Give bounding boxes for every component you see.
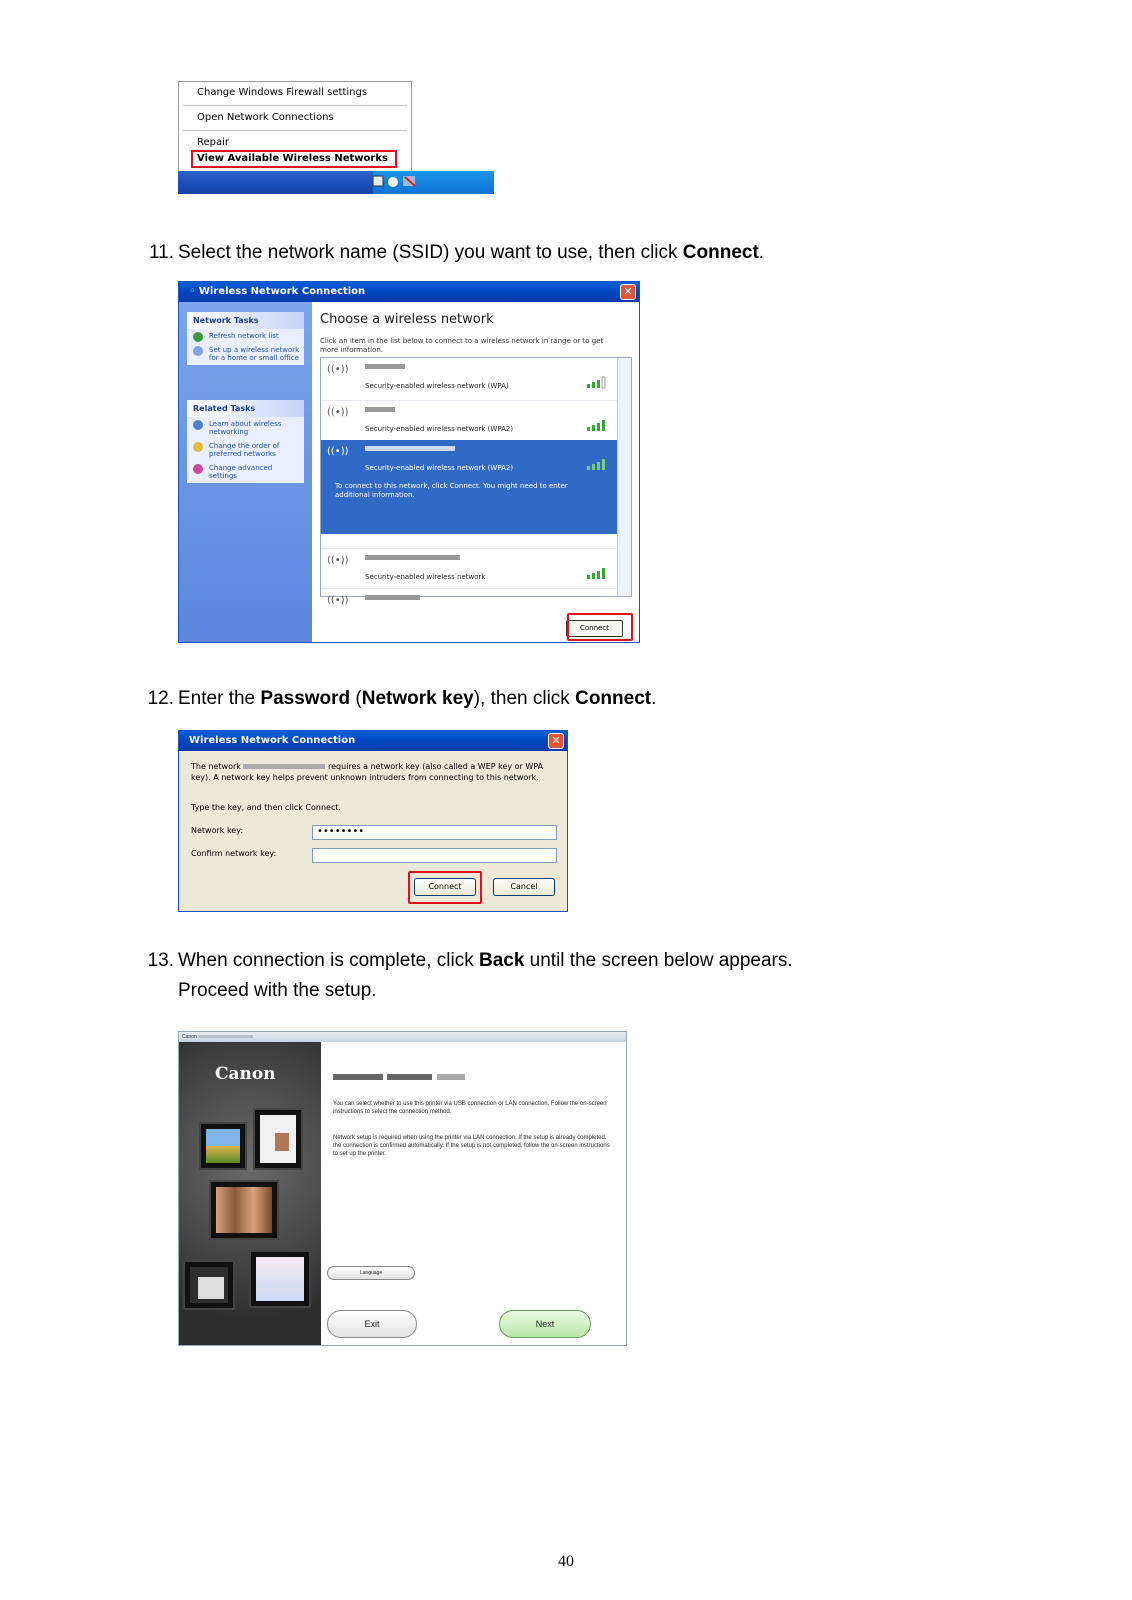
tray-context-menu-screenshot bbox=[178, 81, 494, 194]
wireless-antenna-icon: ((•)) bbox=[327, 364, 349, 375]
step-text: ( bbox=[350, 688, 362, 709]
network-item[interactable] bbox=[321, 358, 619, 400]
info-paragraph: Network setup is required when using the printer via LAN connection. If the setup is already completed, the connection is confirmed automatically. If the setup is not completed, follow the on-screen instructions to set up the printer. bbox=[333, 1135, 610, 1157]
step-text: . bbox=[758, 242, 765, 263]
photo-frame bbox=[209, 1180, 279, 1240]
step-bold: Connect bbox=[575, 688, 652, 709]
photo-frame bbox=[183, 1260, 235, 1310]
wireless-antenna-icon: ((•)) bbox=[327, 446, 349, 457]
back-arrow-icon bbox=[388, 177, 398, 187]
window-title: Canon bbox=[182, 1034, 197, 1040]
menu-separator bbox=[183, 105, 407, 106]
step-13 bbox=[147, 946, 793, 1006]
network-list[interactable] bbox=[320, 357, 632, 606]
related-tasks-header: Related Tasks bbox=[187, 400, 304, 417]
setup-wireless-network-link[interactable]: Set up a wireless network for a home or small office bbox=[187, 343, 304, 365]
step-text: until the screen below appears. bbox=[524, 950, 793, 971]
window-title: Wireless Network Connection bbox=[189, 735, 356, 746]
settings-icon bbox=[193, 464, 203, 474]
step-bold: Back bbox=[478, 950, 525, 971]
network-name-blurred bbox=[365, 364, 405, 369]
wireless-antenna-icon: ((•)) bbox=[327, 595, 349, 606]
step-11 bbox=[148, 238, 765, 268]
step-number: 12. bbox=[147, 688, 174, 709]
confirm-key-field[interactable] bbox=[312, 848, 557, 863]
task-pane bbox=[179, 302, 312, 642]
help-icon bbox=[373, 176, 383, 186]
key-instruction: Type the key, and then click Connect. bbox=[191, 803, 342, 812]
network-list-scrollbar[interactable] bbox=[617, 358, 631, 596]
step-bold: Password bbox=[260, 688, 351, 709]
step-12 bbox=[147, 684, 657, 714]
step-text: . bbox=[651, 688, 657, 709]
network-item-selected[interactable] bbox=[321, 440, 619, 534]
system-tray bbox=[373, 171, 494, 194]
signal-strength-icon bbox=[587, 376, 609, 388]
menu-item-network-connections[interactable]: Open Network Connections bbox=[197, 112, 334, 123]
network-name-blurred bbox=[365, 446, 455, 451]
window-titlebar bbox=[179, 1032, 626, 1042]
message-text: requires a network key (also called a WEP key or WPA key). A network key helps prevent unknown intruders from connecting to this network. bbox=[191, 762, 544, 782]
network-name-blurred bbox=[243, 764, 325, 769]
step-text: Proceed with the setup. bbox=[178, 980, 377, 1001]
network-item[interactable] bbox=[321, 400, 619, 441]
highlight-box bbox=[408, 871, 482, 904]
language-button[interactable]: Language bbox=[327, 1266, 415, 1280]
network-setup-icon bbox=[193, 346, 203, 356]
menu-item-repair[interactable]: Repair bbox=[197, 137, 230, 148]
network-tasks-box bbox=[187, 312, 304, 365]
star-icon bbox=[193, 442, 203, 452]
window-titlebar bbox=[179, 282, 639, 302]
network-key-label: Network key: bbox=[191, 826, 244, 835]
signal-strength-icon bbox=[587, 419, 609, 431]
photo-frame bbox=[199, 1122, 247, 1170]
taskbar bbox=[178, 171, 494, 194]
network-chooser bbox=[312, 302, 639, 642]
photo-frame bbox=[253, 1108, 303, 1170]
network-security: Security-enabled wireless network bbox=[365, 573, 486, 581]
canon-photo-panel bbox=[179, 1042, 321, 1345]
close-icon[interactable]: ✕ bbox=[548, 733, 564, 749]
step-text: When connection is complete, click bbox=[178, 950, 479, 971]
title-blurred bbox=[198, 1035, 253, 1038]
step-bold: Connect bbox=[682, 242, 759, 263]
refresh-icon bbox=[193, 332, 203, 342]
wireless-network-list-screenshot bbox=[178, 281, 640, 643]
context-menu bbox=[178, 81, 412, 173]
cancel-button[interactable]: Cancel bbox=[493, 878, 555, 896]
network-key-field[interactable]: •••••••• bbox=[312, 825, 557, 840]
connect-button[interactable]: Connect bbox=[566, 620, 623, 637]
chooser-heading: Choose a wireless network bbox=[320, 312, 494, 327]
refresh-network-list-link[interactable]: Refresh network list bbox=[187, 329, 304, 343]
canon-logo: Canon bbox=[215, 1064, 276, 1084]
message-text: The network bbox=[191, 762, 241, 771]
network-item[interactable] bbox=[321, 588, 619, 609]
signal-strength-icon bbox=[587, 458, 609, 470]
canon-setup-screenshot bbox=[178, 1031, 627, 1346]
page-number: 40 bbox=[558, 1553, 574, 1570]
highlight-box bbox=[567, 613, 633, 641]
network-security: Security-enabled wireless network (WPA2) bbox=[365, 464, 514, 472]
learn-wireless-link[interactable]: Learn about wireless networking bbox=[187, 417, 304, 439]
key-dialog-message bbox=[191, 761, 557, 783]
network-tasks-header: Network Tasks bbox=[187, 312, 304, 329]
chooser-instructions: Click an item in the list below to connect to a wireless network in range or to get more information. bbox=[320, 337, 604, 354]
help-icon bbox=[193, 420, 203, 430]
menu-item-view-wireless-networks[interactable]: View Available Wireless Networks bbox=[191, 150, 397, 168]
step-text: ), then click bbox=[473, 688, 576, 709]
window-title: Wireless Network Connection bbox=[198, 286, 366, 297]
change-advanced-settings-link[interactable]: Change advanced settings bbox=[187, 461, 304, 483]
step-number: 11. bbox=[148, 242, 174, 263]
network-item[interactable] bbox=[321, 548, 619, 589]
step-text: Enter the bbox=[178, 688, 261, 709]
menu-separator bbox=[183, 130, 407, 131]
related-tasks-box bbox=[187, 400, 304, 483]
connect-button[interactable]: Connect bbox=[414, 878, 476, 896]
network-security: Security-enabled wireless network (WPA) bbox=[365, 382, 509, 390]
network-security: Security-enabled wireless network (WPA2) bbox=[365, 425, 514, 433]
menu-item-firewall[interactable]: Change Windows Firewall settings bbox=[197, 87, 368, 98]
next-button[interactable]: Next bbox=[499, 1310, 591, 1338]
step-bold: Network key bbox=[361, 688, 474, 709]
page-title-blurred bbox=[333, 1068, 465, 1086]
network-name-blurred bbox=[365, 555, 460, 560]
change-order-link[interactable]: Change the order of preferred networks bbox=[187, 439, 304, 461]
canon-content-panel bbox=[321, 1042, 626, 1345]
network-name-blurred bbox=[365, 407, 395, 412]
wireless-antenna-icon: ((•)) bbox=[327, 555, 349, 566]
signal-strength-icon bbox=[587, 567, 609, 579]
wireless-antenna-icon: ((•)) bbox=[327, 407, 349, 418]
close-icon[interactable]: ✕ bbox=[620, 284, 636, 300]
window-titlebar bbox=[179, 731, 567, 751]
network-key-dialog-screenshot bbox=[178, 730, 568, 912]
network-name-blurred bbox=[365, 595, 420, 600]
exit-button[interactable]: Exit bbox=[327, 1310, 417, 1338]
wifi-icon: ◦ bbox=[189, 286, 196, 297]
info-paragraph: You can select whether to use this printer via USB connection or LAN connection. Follow the on-screen instructions to select the connection method. bbox=[333, 1101, 607, 1115]
confirm-key-label: Confirm network key: bbox=[191, 849, 277, 858]
step-number: 13. bbox=[147, 950, 174, 971]
network-detail: To connect to this network, click Connect. You might need to enter additional information. bbox=[335, 482, 568, 499]
photo-frame bbox=[249, 1250, 311, 1308]
step-text: Select the network name (SSID) you want to use, then click bbox=[178, 242, 683, 263]
